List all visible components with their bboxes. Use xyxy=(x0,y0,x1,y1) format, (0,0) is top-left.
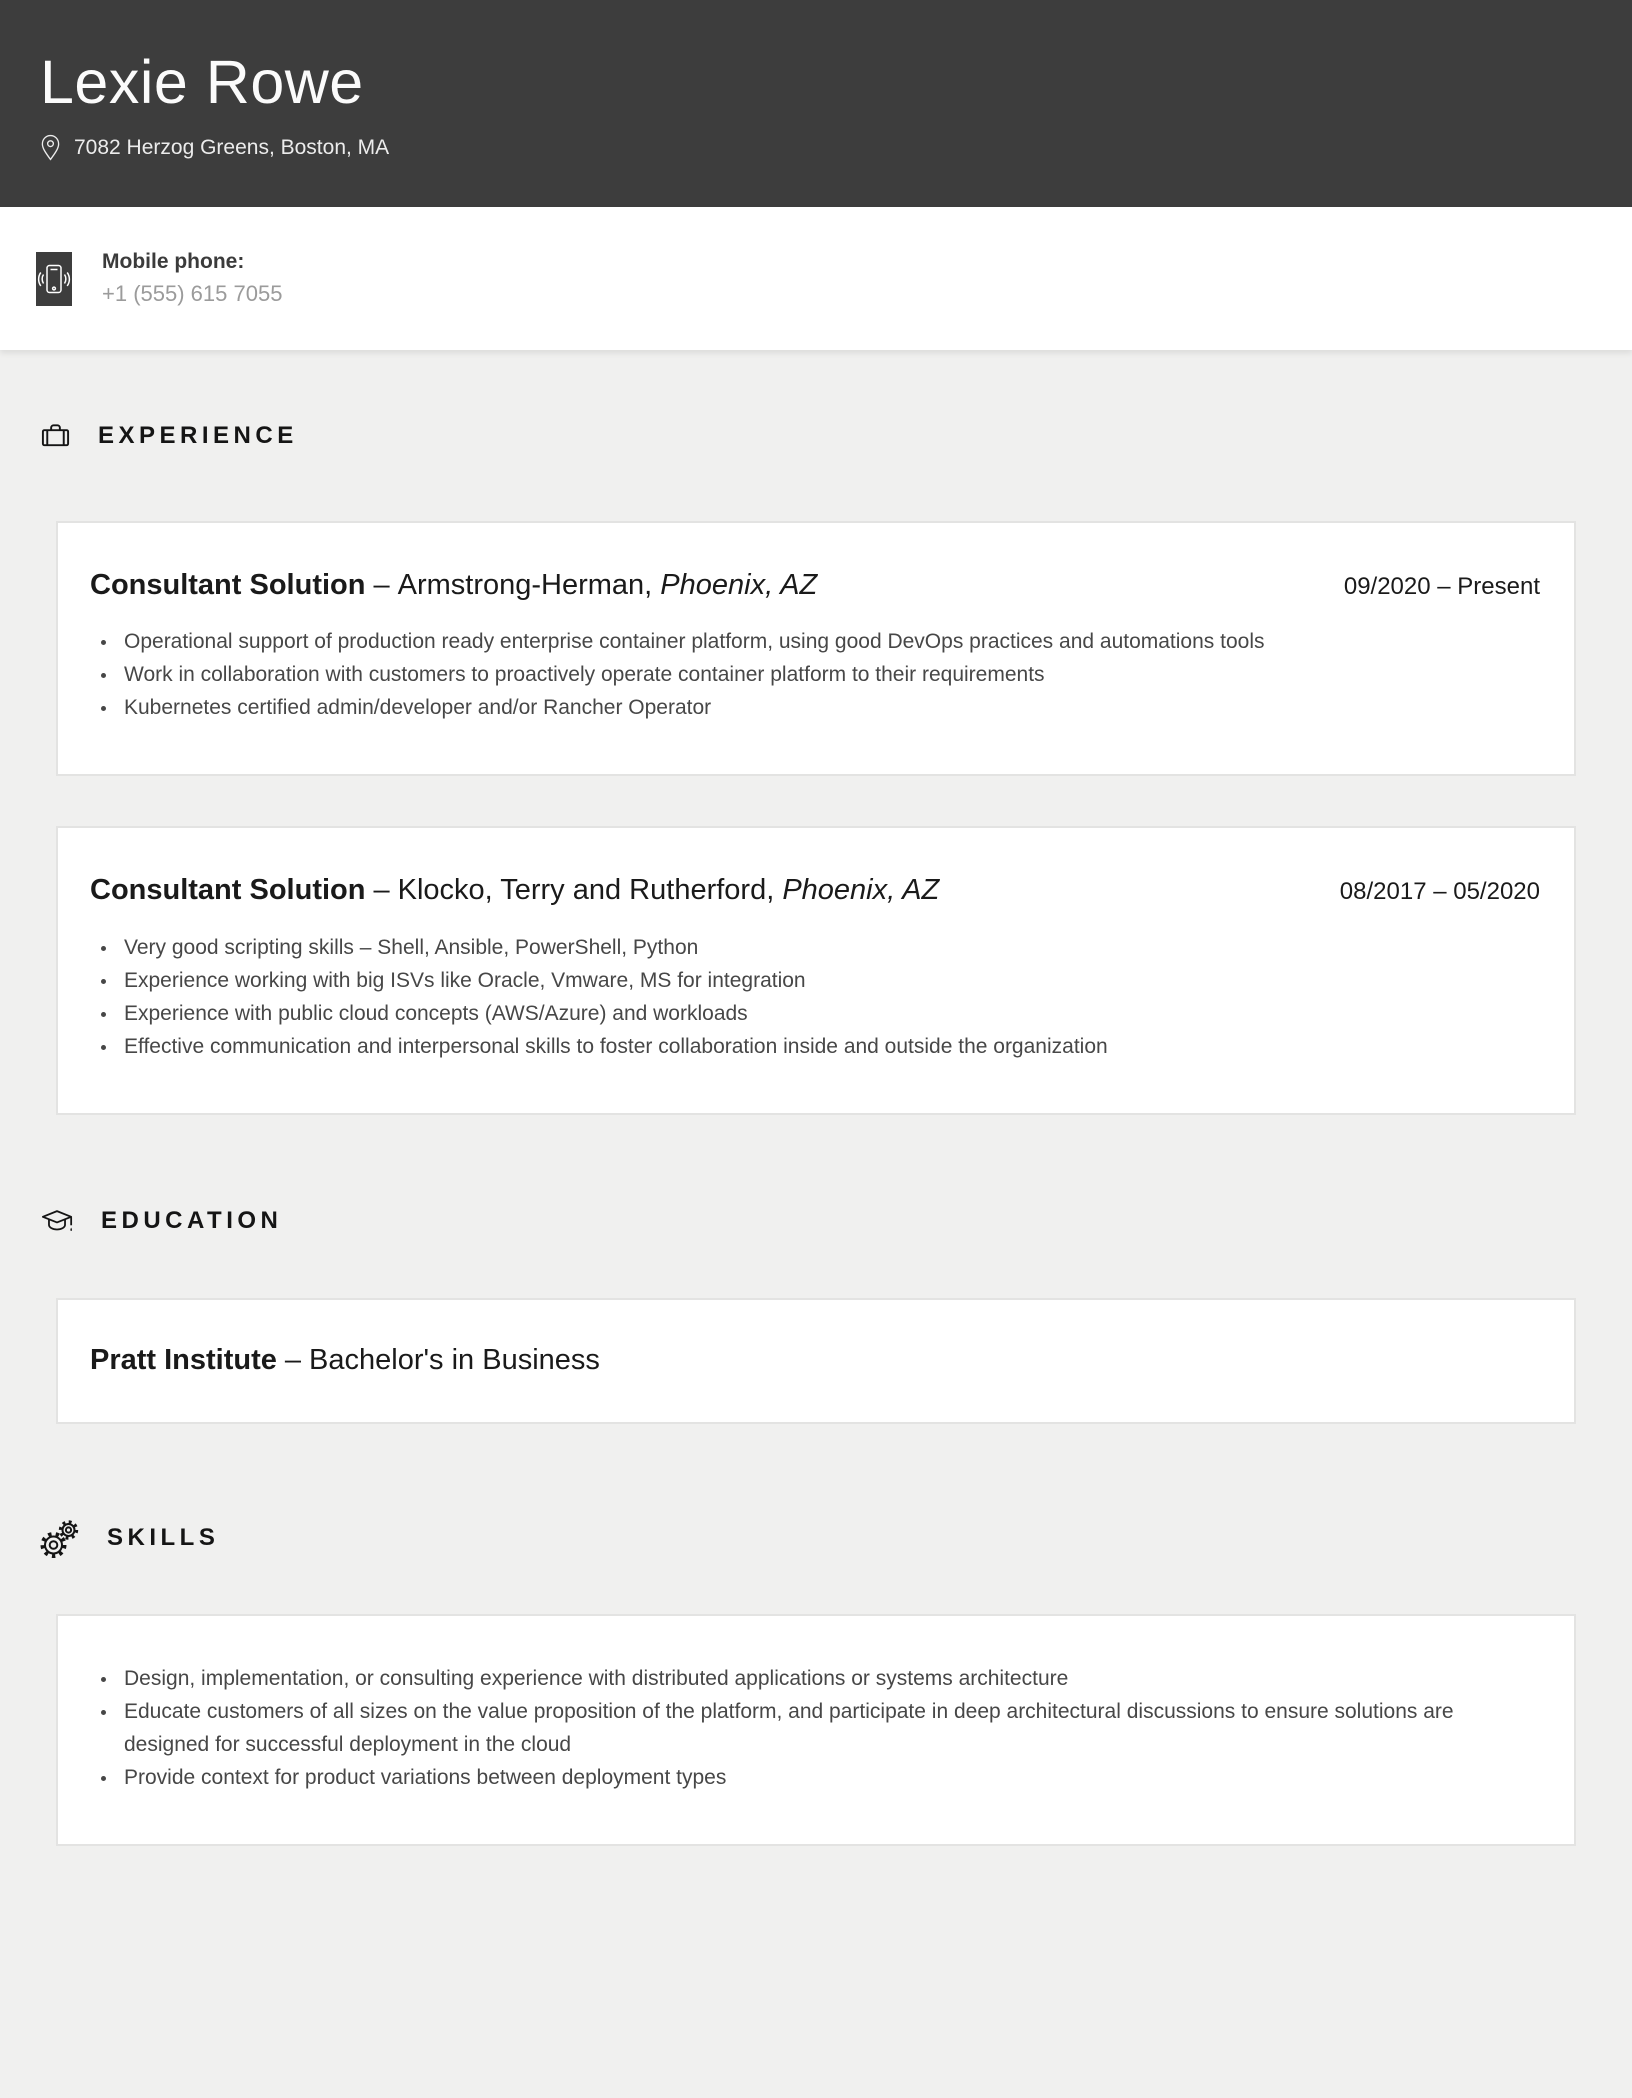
skill-bullet: • Provide context for product variations between deployment types xyxy=(118,1761,1540,1794)
section-header-education xyxy=(40,1207,1632,1236)
job-dates: 09/2020 – Present xyxy=(1343,573,1540,600)
skills-bullet-list xyxy=(90,1662,1540,1794)
section-title-skills: SKILLS xyxy=(107,1523,220,1551)
section-title-education: EDUCATION xyxy=(101,1207,283,1234)
experience-card-2 xyxy=(56,826,1576,1114)
job-bullet: • Experience with public cloud concepts (AWS/Azure) and workloads xyxy=(118,997,1540,1030)
skill-bullet: • Educate customers of all sizes on the value proposition of the platform, and participate in deep architectural discussions to ensure solutions are designed for successful deployment in the cloud xyxy=(118,1695,1540,1761)
separator-dash: – xyxy=(373,874,390,907)
job-heading xyxy=(90,567,817,603)
job-dates: 08/2017 – 05/2020 xyxy=(1339,878,1540,906)
contact-label: Mobile phone: xyxy=(102,250,245,273)
job-bullet: • Operational support of production ready enterprise container platform, using good DevOps practices and automations tools xyxy=(118,625,1540,658)
contact-text xyxy=(102,250,282,307)
job-bullet: • Work in collaboration with customers to proactively operate container platform to their requirements xyxy=(118,658,1540,691)
job-title-row xyxy=(90,567,1540,603)
school-heading xyxy=(90,1342,600,1378)
location-pin-icon xyxy=(40,134,61,161)
job-role: Consultant Solution xyxy=(90,569,366,601)
education-card xyxy=(56,1298,1576,1424)
job-heading xyxy=(90,872,939,908)
job-bullet: • Experience working with big ISVs like Oracle, Vmware, MS for integration xyxy=(118,964,1540,997)
school-name: Pratt Institute xyxy=(90,1343,277,1376)
briefcase-icon xyxy=(40,420,71,451)
skills-card xyxy=(56,1614,1576,1846)
section-header-experience xyxy=(40,350,1632,451)
job-bullet: • Very good scripting skills – Shell, Ansible, PowerShell, Python xyxy=(118,931,1540,964)
section-title-experience: EXPERIENCE xyxy=(98,421,298,449)
location-row xyxy=(40,134,1576,161)
school-degree: Bachelor's in Business xyxy=(309,1343,600,1376)
job-company: Klocko, Terry and Rutherford, xyxy=(397,874,775,907)
resume-header xyxy=(0,0,1632,207)
job-location: Phoenix, AZ xyxy=(660,569,818,601)
school-title-row xyxy=(90,1342,1540,1378)
job-title-row xyxy=(90,872,1540,908)
experience-card-1 xyxy=(56,521,1576,776)
job-location: Phoenix, AZ xyxy=(782,874,940,907)
graduation-cap-icon xyxy=(40,1207,74,1236)
job-bullet: • Effective communication and interpersonal skills to foster collaboration inside and outside the organization xyxy=(118,1030,1540,1063)
separator-dash: – xyxy=(373,569,390,601)
job-company: Armstrong-Herman, xyxy=(397,569,653,601)
separator-dash: – xyxy=(284,1343,302,1376)
candidate-name: Lexie Rowe xyxy=(40,48,364,116)
location-text: 7082 Herzog Greens, Boston, MA xyxy=(74,135,390,159)
resume-body xyxy=(0,350,1632,1846)
job-bullet: • Kubernetes certified admin/developer and/or Rancher Operator xyxy=(118,691,1540,724)
contact-phone-number: +1 (555) 615 7055 xyxy=(102,281,283,306)
job-role: Consultant Solution xyxy=(90,874,366,907)
job-bullet-list xyxy=(90,625,1540,724)
job-bullet-list xyxy=(90,931,1540,1063)
contact-bar xyxy=(0,207,1632,350)
gears-icon xyxy=(40,1518,80,1558)
mobile-phone-icon xyxy=(36,252,72,306)
section-header-skills xyxy=(40,1518,1632,1558)
skill-bullet: • Design, implementation, or consulting experience with distributed applications or systems architecture xyxy=(118,1662,1540,1695)
